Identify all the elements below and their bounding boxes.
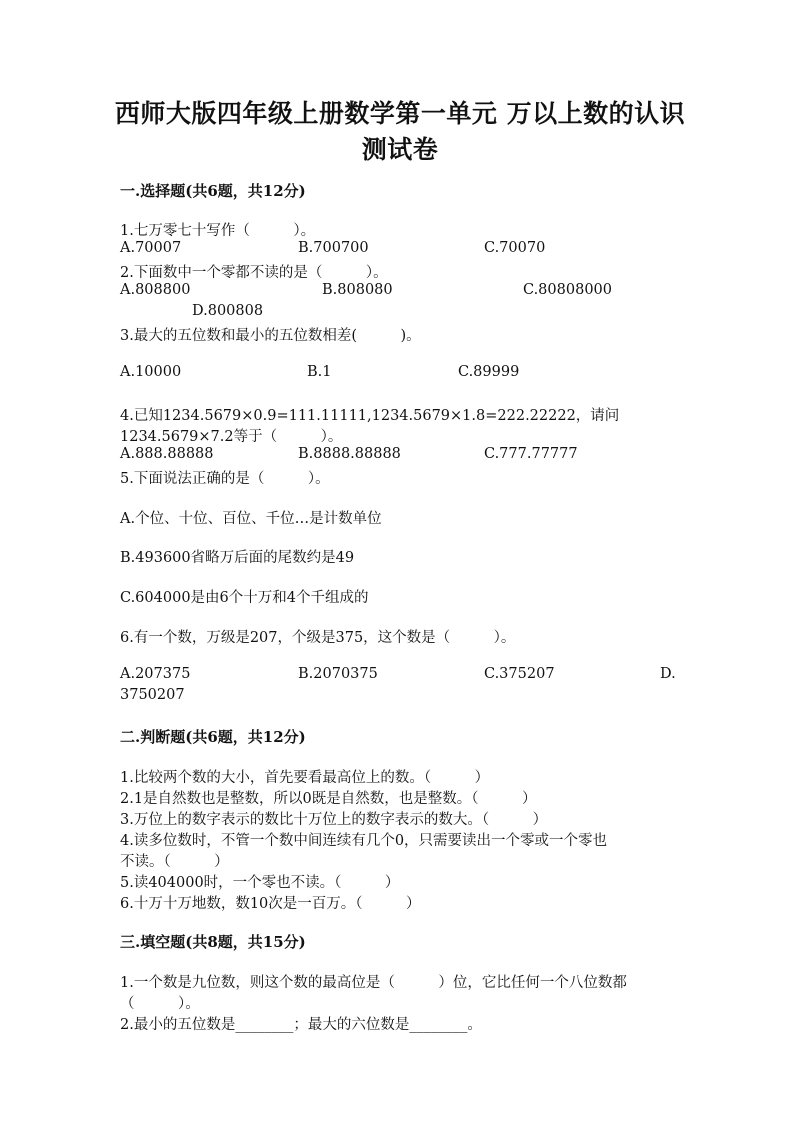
- fill-item-1-line2: （ ）。: [120, 996, 200, 1012]
- page-title-line1: 西师大版四年级上册数学第一单元 万以上数的认识: [114, 99, 686, 128]
- fill-item-2: 2.最小的五位数是________；最大的六位数是________。: [120, 1017, 482, 1033]
- q3-option-b: B.1: [307, 364, 332, 380]
- q1-option-b: B.700700: [298, 240, 369, 256]
- judge-item-4-line1: 4.读多位数时，不管一个数中间连续有几个0，只需要读出一个零或一个零也: [120, 833, 608, 849]
- q4-option-a: A.888.88888: [120, 446, 214, 462]
- q4-option-c: C.777.77777: [484, 446, 578, 462]
- question-4-line1: 4.已知1234.5679×0.9=111.11111,1234.5679×1.8=222.22222，请问: [120, 408, 620, 424]
- judge-item-2: 2.1是自然数也是整数，所以0既是自然数，也是整数。（ ）: [120, 791, 537, 807]
- q2-option-a: A.808800: [120, 282, 191, 298]
- question-5: 5.下面说法正确的是（ ）。: [120, 471, 330, 487]
- q2-option-d: D.800808: [192, 303, 264, 319]
- question-1: 1.七万零七十写作（ ）。: [120, 223, 316, 239]
- q1-option-c: C.70070: [484, 240, 546, 256]
- q3-option-c: C.89999: [458, 364, 520, 380]
- q2-option-b: B.808080: [322, 282, 393, 298]
- judge-item-1: 1.比较两个数的大小，首先要看最高位上的数。（ ）: [120, 770, 490, 786]
- section-heading-choice: 一.选择题(共6题，共12分): [120, 182, 306, 200]
- q2-option-c: C.80808000: [523, 282, 612, 298]
- q5-option-a: A.个位、十位、百位、千位…是计数单位: [120, 511, 382, 527]
- q3-option-a: A.10000: [120, 364, 182, 380]
- q6-option-a: A.207375: [120, 666, 191, 682]
- q6-option-d-label: D.: [660, 666, 676, 682]
- question-4-line2: 1234.5679×7.2等于（ ）。: [120, 429, 343, 445]
- q5-option-b: B.493600省略万后面的尾数约是49: [120, 550, 355, 566]
- page-title-line2: 测试卷: [361, 135, 439, 164]
- q4-option-b: B.8888.88888: [298, 446, 401, 462]
- q6-option-b: B.2070375: [298, 666, 378, 682]
- question-6: 6.有一个数，万级是207，个级是375，这个数是（ ）。: [120, 630, 516, 646]
- q1-option-a: A.70007: [120, 240, 182, 256]
- q6-option-c: C.375207: [484, 666, 555, 682]
- question-3: 3.最大的五位数和最小的五位数相差( )。: [120, 328, 421, 344]
- q6-option-d-value: 3750207: [120, 687, 185, 703]
- judge-item-6: 6.十万十万地数，数10次是一百万。（ ）: [120, 896, 421, 912]
- section-heading-fill: 三.填空题(共8题，共15分): [120, 933, 306, 951]
- fill-item-1-line1: 1.一个数是九位数，则这个数的最高位是（ ）位，它比任何一个八位数都: [120, 975, 627, 991]
- question-2: 2.下面数中一个零都不读的是（ ）。: [120, 265, 388, 281]
- judge-item-4-line2: 不读。（ ）: [120, 854, 229, 870]
- judge-item-3: 3.万位上的数字表示的数比十万位上的数字表示的数大。（ ）: [120, 812, 548, 828]
- judge-item-5: 5.读404000时，一个零也不读。（ ）: [120, 875, 400, 891]
- section-heading-judge: 二.判断题(共6题，共12分): [120, 728, 306, 746]
- q5-option-c: C.604000是由6个十万和4个千组成的: [120, 590, 369, 606]
